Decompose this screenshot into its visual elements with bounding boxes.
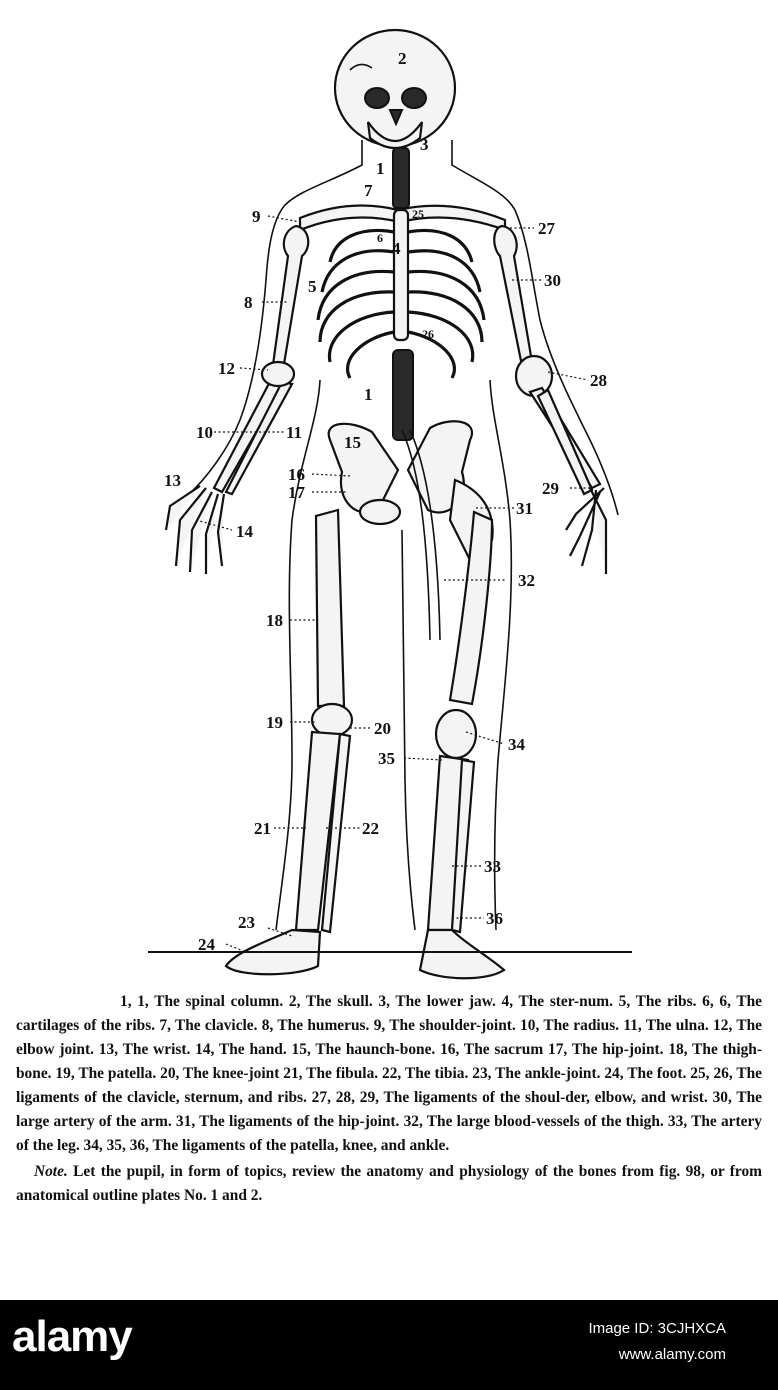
- label-6: 6: [377, 231, 383, 245]
- label-5: 5: [308, 277, 317, 296]
- label-3: 3: [420, 135, 429, 154]
- label-16: 16: [288, 465, 305, 484]
- label-27: 27: [538, 219, 555, 238]
- label-29: 29: [542, 479, 559, 498]
- label-23: 23: [238, 913, 255, 932]
- label-28: 28: [590, 371, 607, 390]
- label-25: 25: [412, 207, 424, 221]
- label-34: 34: [508, 735, 525, 754]
- caption-main: 1, 1, The spinal column. 2, The skull. 3, The lower jaw. 4, The ster-num. 5, The ribs. 6, 6, The cartilages of the ribs. 7, The clavicle. 8, The humerus. 9, The shoulder-joint. 10, The radius. 11, The ulna. 12, The elbow joint. 13, The wrist. 14, The hand. 15, The haunch-bone. 16, The sacrum 17, The hip-joint. 18, The thigh-bone. 19, The patella. 20, The knee-joint 21, The fibula. 22, The tibia. 23, The ankle-joint. 24, The foot. 25, 26, The ligaments of the clavicle, sternum, and ribs. 27, 28, 29, The ligaments of the shoul-der, elbow, and wrist. 30, The large artery of the arm. 31, The ligaments of the hip-joint. 32, The large blood-vessels of the thigh. 33, The artery of the leg. 34, 35, 36, The ligaments of the patella, knee, and ankle.: [16, 993, 762, 1154]
- label-31: 31: [516, 499, 533, 518]
- label-4: 4: [392, 239, 401, 258]
- caption-note: [16, 1160, 762, 1208]
- label-21: 21: [254, 819, 271, 838]
- label-8: 8: [244, 293, 253, 312]
- label-20: 20: [374, 719, 391, 738]
- skull: [335, 30, 455, 148]
- label-33: 33: [484, 857, 501, 876]
- watermark-info: [588, 1316, 726, 1368]
- label-17: 17: [288, 483, 305, 502]
- label-22: 22: [362, 819, 379, 838]
- label-36: 36: [486, 909, 503, 928]
- label-13: 13: [164, 471, 181, 490]
- label-15: 15: [344, 433, 361, 452]
- label-11: 11: [286, 423, 303, 442]
- alamy-logo: alamy: [12, 1312, 132, 1361]
- label-30: 30: [544, 271, 561, 290]
- label-12: 12: [218, 359, 235, 378]
- note-text: Let the pupil, in form of topics, review the anatomy and physiology of the bones from fig. 98, or from anatomical outline plates No. 1 and 2.: [16, 1163, 762, 1204]
- note-label: Note.: [34, 1163, 68, 1180]
- label-14: 14: [236, 522, 253, 541]
- label-9: 9: [252, 207, 261, 226]
- image-id: Image ID: 3CJHXCA: [588, 1320, 726, 1337]
- label-18: 18: [266, 611, 283, 630]
- label-35: 35: [378, 749, 395, 768]
- feet: [226, 930, 504, 978]
- watermark-site: www.alamy.com: [618, 1346, 726, 1363]
- label-10: 10: [196, 423, 213, 442]
- label-2: 2: [398, 49, 407, 68]
- label-26: 26: [422, 327, 434, 341]
- label-32: 32: [518, 571, 535, 590]
- label-19: 19: [266, 713, 283, 732]
- label-1-lumbar: 1: [364, 385, 373, 404]
- label-7: 7: [364, 181, 373, 200]
- label-24: 24: [198, 935, 215, 954]
- label-1-neck: 1: [376, 159, 385, 178]
- figure-caption: [16, 990, 762, 1208]
